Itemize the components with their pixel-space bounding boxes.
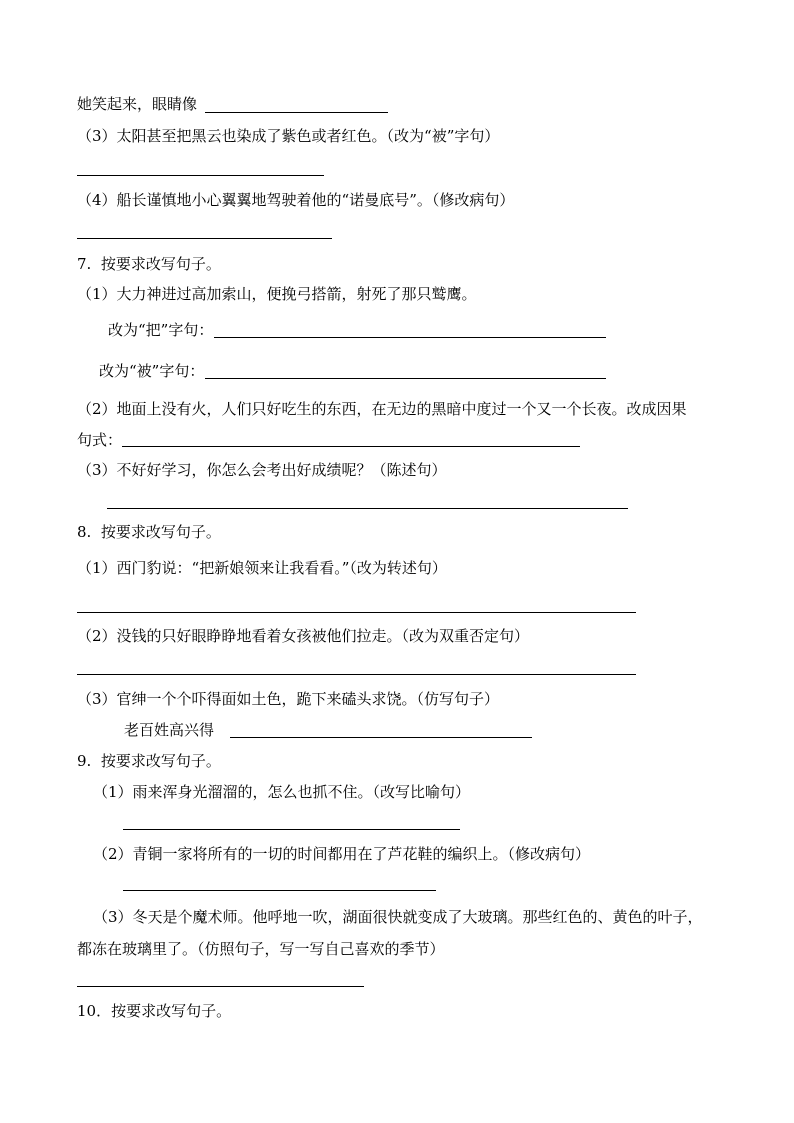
answer-label: 改为“把”字句： — [108, 321, 214, 339]
answer-blank[interactable] — [107, 508, 628, 509]
answer-blank[interactable] — [123, 829, 460, 830]
question-item: （2）青铜一家将所有的一切的时间都用在了芦花鞋的编织上。（修改病句） — [93, 845, 591, 863]
question-item: （1）西门豹说：“把新娘领来让我看看。”（改为转述句） — [77, 559, 447, 577]
answer-label: 改为“被”字句： — [99, 362, 205, 380]
answer-blank[interactable] — [77, 674, 636, 675]
question-item: （2）没钱的只好眼睁睁地看着女孩被他们拉走。（改为双重否定句） — [77, 627, 530, 645]
sentence-prompt: 她笑起来，眼睛像 — [77, 95, 198, 113]
answer-blank[interactable] — [122, 446, 580, 447]
question-item: （3）官绅一个个吓得面如土色，跪下来磕头求饶。（仿写句子） — [77, 690, 500, 708]
answer-blank[interactable] — [230, 737, 532, 738]
question-item: （3）不好好学习，你怎么会考出好成绩呢？（陈述句） — [77, 461, 447, 479]
answer-blank[interactable] — [123, 890, 436, 891]
question-item: （1）大力神进过高加索山，便挽弓搭箭，射死了那只鹫鹰。 — [77, 285, 477, 303]
question-heading: 8. 按要求改写句子。 — [77, 523, 221, 541]
question-item: （1）雨来浑身光溜溜的，怎么也抓不住。（改写比喻句） — [93, 783, 471, 801]
question-heading: 7. 按要求改写句子。 — [77, 255, 221, 273]
answer-label: 老百姓高兴得 — [124, 721, 215, 739]
answer-blank[interactable] — [77, 238, 332, 239]
question-item: （3）冬天是个魔术师。他呼地一吹，湖面很快就变成了大玻璃。那些红色的、黄色的叶子， — [93, 908, 703, 926]
answer-blank[interactable] — [214, 337, 606, 338]
answer-blank[interactable] — [77, 175, 324, 176]
answer-blank[interactable] — [77, 986, 364, 987]
question-item: （2）地面上没有火，人们只好吃生的东西，在无边的黑暗中度过一个又一个长夜。改成因果 — [77, 400, 687, 418]
answer-blank[interactable] — [77, 612, 636, 613]
question-item-continued: 都冻在玻璃里了。（仿照句子，写一写自己喜欢的季节） — [77, 940, 445, 958]
answer-blank[interactable] — [205, 378, 606, 379]
question-heading: 9. 按要求改写句子。 — [77, 752, 221, 770]
question-item: （3）太阳甚至把黑云也染成了紫色或者红色。（改为“被”字句） — [77, 127, 500, 145]
question-item: （4）船长谨慎地小心翼翼地驾驶着他的“诺曼底号”。（修改病句） — [77, 191, 515, 209]
answer-label: 句式： — [77, 431, 123, 449]
answer-blank[interactable] — [205, 112, 388, 113]
question-heading: 10．按要求改写句子。 — [77, 1002, 232, 1020]
